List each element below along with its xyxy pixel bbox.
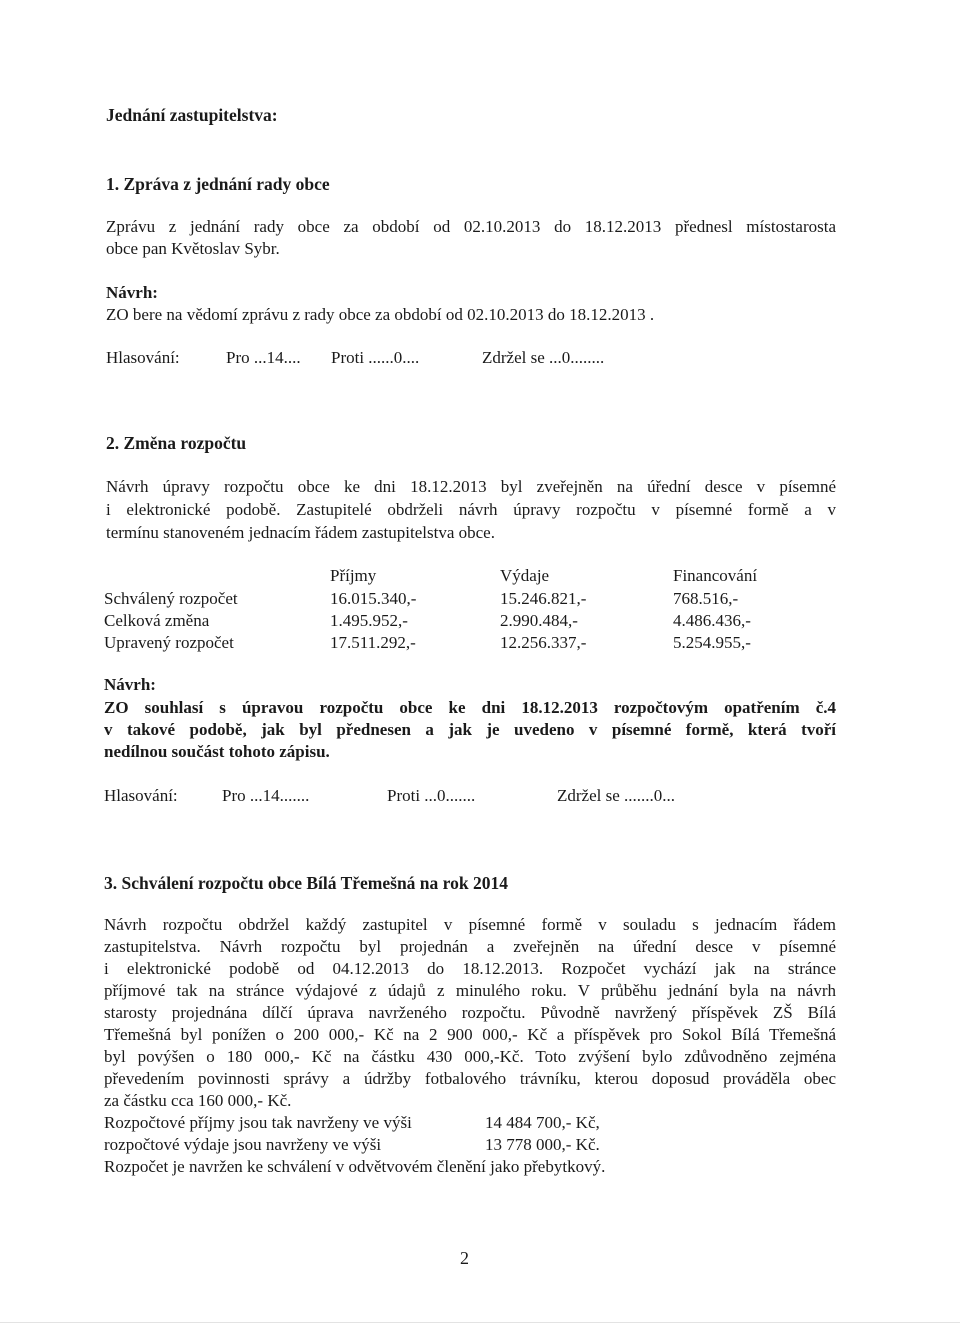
section-2-heading: 2. Změna rozpočtu xyxy=(106,433,247,453)
section-3-heading: 3. Schválení rozpočtu obce Bílá Třemešná na rok 2014 xyxy=(104,873,508,893)
section-1-paragraph-line: obce pan Květoslav Sybr. xyxy=(106,239,280,258)
section-1-heading: 1. Zpráva z jednání rady obce xyxy=(106,174,330,194)
section-3-paragraph-line: Návrh rozpočtu obdržel každý zastupitel v písemné formě v souladu s jednacím řádem xyxy=(104,915,836,934)
budget-header-prijmy: Příjmy xyxy=(330,566,377,585)
budget-cell: 2.990.484,- xyxy=(500,611,578,630)
budget-header-financovani: Financování xyxy=(673,566,758,585)
section-3-paragraph-line: za částku cca 160 000,- Kč. xyxy=(104,1091,292,1110)
budget-cell: 1.495.952,- xyxy=(330,611,408,630)
section-1-paragraph-line: Zprávu z jednání rady obce za období od 02.10.2013 do 18.12.2013 přednesl místostarosta xyxy=(106,217,836,236)
budget-header-vydaje: Výdaje xyxy=(500,566,550,585)
budget-cell: 15.246.821,- xyxy=(500,589,587,608)
section-2-proposal-line: nedílnou součást tohoto zápisu. xyxy=(104,742,330,761)
vote-proti: Proti ...0....... xyxy=(387,786,476,805)
budget-row-label: Celková změna xyxy=(104,611,210,630)
income-label: Rozpočtové příjmy jsou tak navrženy ve výši xyxy=(104,1113,412,1132)
section-1-proposal-text: ZO bere na vědomí zprávu z rady obce za období od 02.10.2013 do 18.12.2013 . xyxy=(106,305,655,324)
section-2-paragraph-line: Návrh úpravy rozpočtu obce ke dni 18.12.2013 byl zveřejněn na úřední desce v písemné xyxy=(106,477,836,496)
section-3-paragraph-line: převedením povinnosti správy a údržby fotbalového trávníku, kterou doposud prováděla obec xyxy=(104,1069,836,1088)
closing-sentence: Rozpočet je navržen ke schválení v odvětvovém členění jako přebytkový. xyxy=(104,1157,606,1176)
section-1-proposal-label: Návrh: xyxy=(106,283,158,302)
section-2-proposal-line: v takové podobě, jak byl přednesen a jak je uvedeno v písemné formě, která tvoří xyxy=(104,720,836,739)
vote-proti: Proti ......0.... xyxy=(331,348,420,367)
budget-row-label: Schválený rozpočet xyxy=(104,589,238,608)
vote-zdrzel: Zdržel se .......0... xyxy=(557,786,676,805)
budget-cell: 16.015.340,- xyxy=(330,589,417,608)
section-3-paragraph-line: starosty projednána dílčí úprava navrženého rozpočtu. Původně navržený příspěvek ZŠ Bílá xyxy=(104,1003,836,1022)
budget-cell: 768.516,- xyxy=(673,589,739,608)
section-3-paragraph-line: byl povýšen o 180 000,- Kč na částku 430 000,-Kč. Toto zvýšení bylo zdůvodněno zejména xyxy=(104,1047,836,1066)
budget-cell: 5.254.955,- xyxy=(673,633,751,652)
vote-zdrzel: Zdržel se ...0........ xyxy=(482,348,605,367)
expense-value: 13 778 000,- Kč. xyxy=(485,1135,600,1154)
section-3-paragraph-line: zastupitelstva. Návrh rozpočtu byl projednán a zveřejněn na úřední desce v písemné xyxy=(104,937,836,956)
budget-row-label: Upravený rozpočet xyxy=(104,633,234,652)
section-2-paragraph-line: termínu stanoveném jednacím řádem zastupitelstva obce. xyxy=(106,523,495,542)
section-2-proposal-line: ZO souhlasí s úpravou rozpočtu obce ke dni 18.12.2013 rozpočtovým opatřením č.4 xyxy=(104,698,836,717)
vote-label: Hlasování: xyxy=(104,786,178,805)
document-title: Jednání zastupitelstva: xyxy=(106,105,278,125)
section-3-paragraph-line: Třemešná byl ponížen o 200 000,- Kč na 2 900 000,- Kč a příspěvek pro Sokol Bílá Třemešná xyxy=(104,1025,836,1044)
vote-pro: Pro ...14.... xyxy=(226,348,301,367)
budget-cell: 4.486.436,- xyxy=(673,611,751,630)
vote-pro: Pro ...14....... xyxy=(222,786,310,805)
section-3-paragraph-line: příjmové tak na stránce výdajové z údajů z minulého roku. V průběhu jednání byla na návrh xyxy=(104,981,836,1000)
page-number: 2 xyxy=(460,1248,469,1268)
expense-label: rozpočtové výdaje jsou navrženy ve výši xyxy=(104,1135,382,1154)
section-2-proposal-label: Návrh: xyxy=(104,675,156,694)
budget-cell: 17.511.292,- xyxy=(330,633,416,652)
budget-cell: 12.256.337,- xyxy=(500,633,587,652)
income-value: 14 484 700,- Kč, xyxy=(485,1113,600,1132)
vote-label: Hlasování: xyxy=(106,348,180,367)
section-2-paragraph-line: i elektronické podobě. Zastupitelé obdrželi návrh úpravy rozpočtu v písemné formě a v xyxy=(106,500,836,519)
section-3-paragraph-line: i elektronické podobě od 04.12.2013 do 18.12.2013. Rozpočet vychází jak na stránce xyxy=(104,959,836,978)
page-edge-line xyxy=(0,1322,960,1323)
